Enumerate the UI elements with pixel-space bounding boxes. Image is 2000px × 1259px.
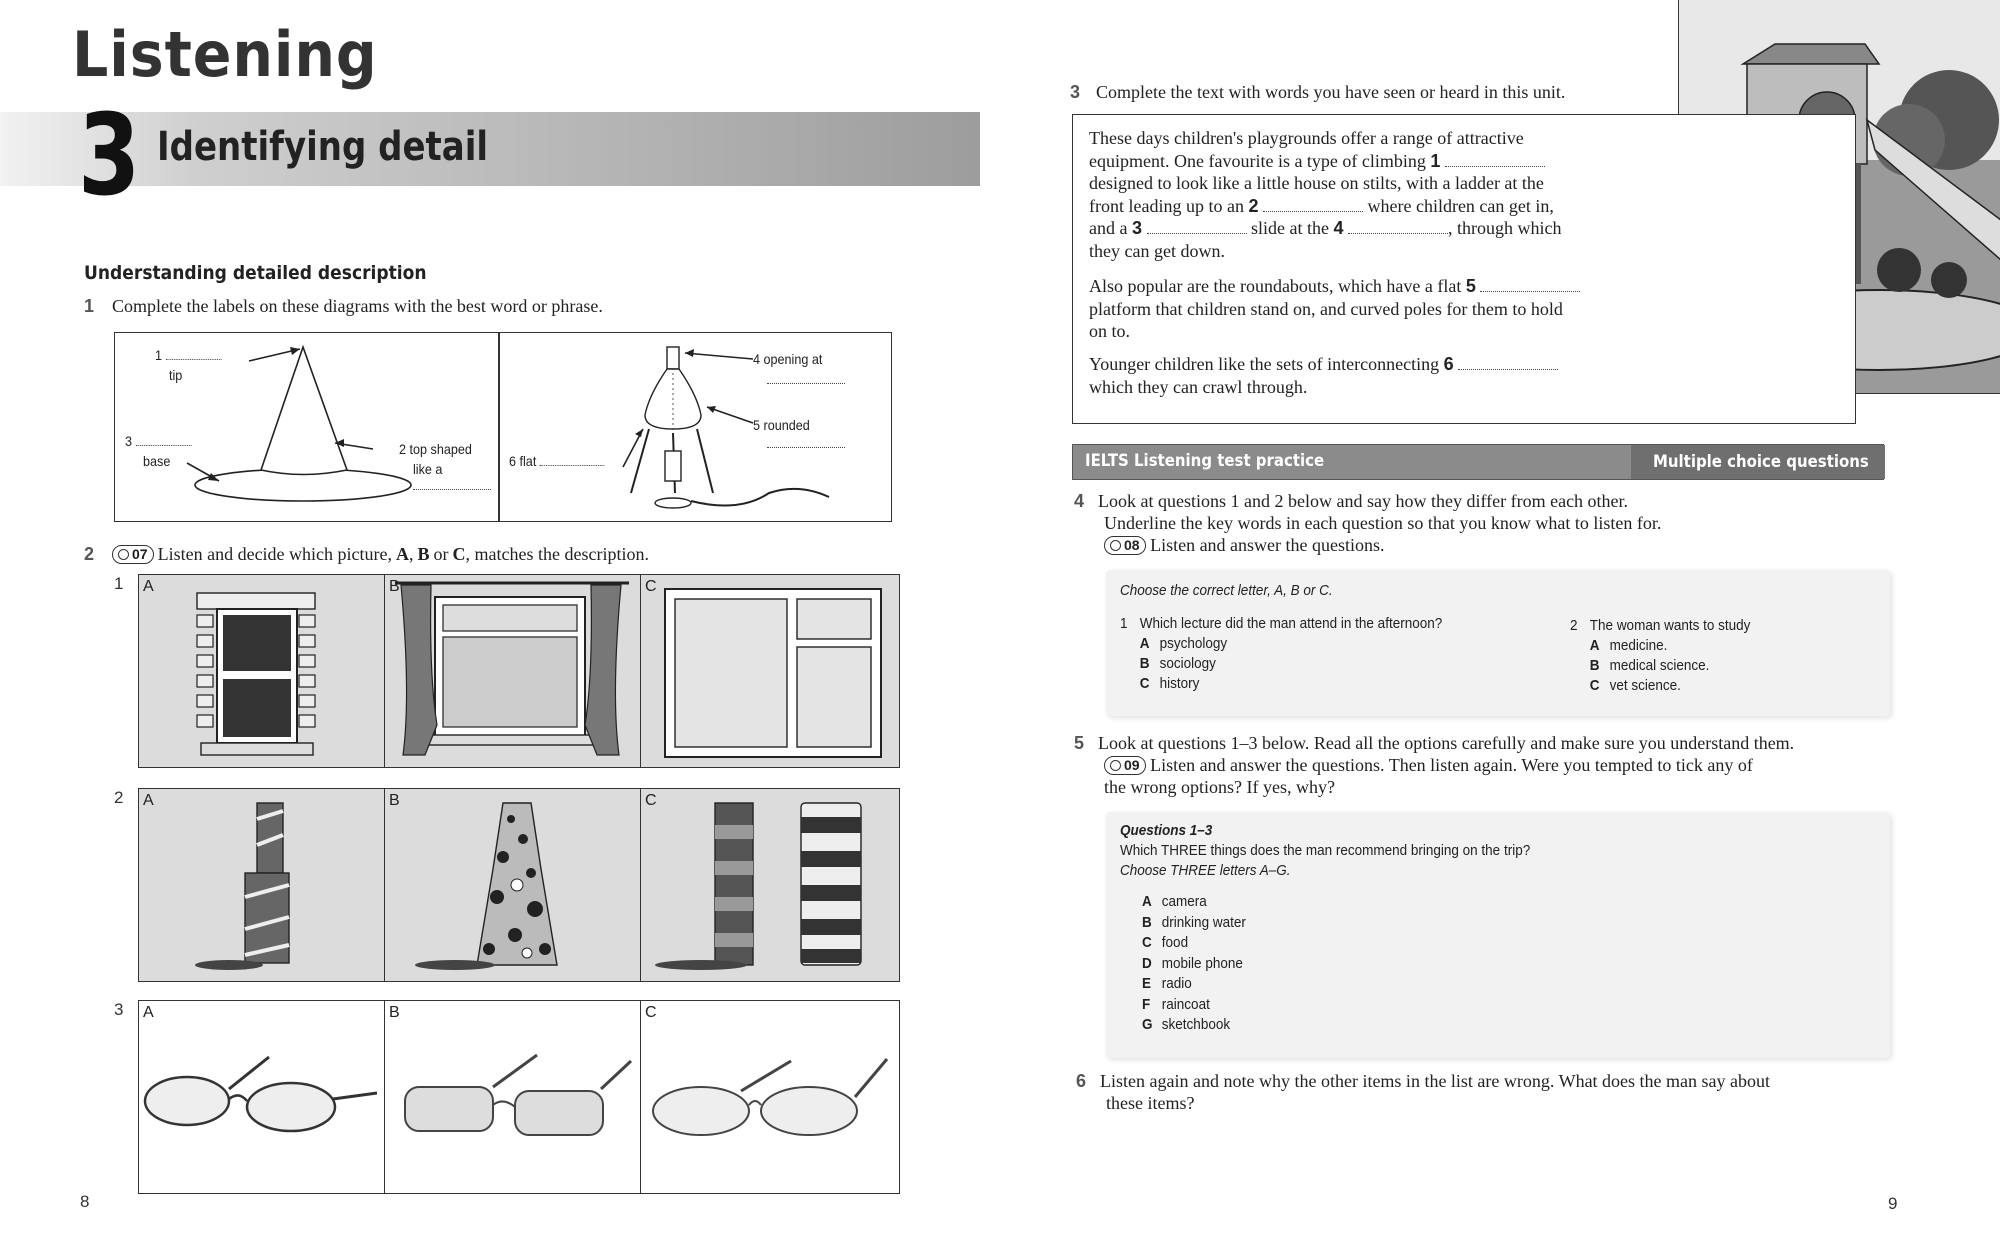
picture-cell[interactable]: C	[641, 1001, 899, 1193]
cd-icon	[118, 549, 129, 560]
task-2-instruction: 2 07 Listen and decide which picture, A, B or C, matches the description.	[84, 544, 649, 564]
option[interactable]: E radio	[1142, 975, 1192, 992]
picture-row-windows	[138, 574, 900, 768]
hat-label-1: 1	[155, 347, 221, 363]
task-1-instruction	[84, 296, 603, 317]
question-box-1	[1106, 570, 1890, 716]
question-2: 2 The woman wants to study A medicine. B medical science. C vet science.	[1570, 617, 1751, 694]
task-6-instruction: 6 Listen again and note why the other items in the list are wrong. What does the man say about these items?	[1076, 1071, 1771, 1113]
flask-label-5: 5 rounded	[753, 417, 810, 433]
practice-banner-right: Multiple choice questions	[1653, 452, 1869, 472]
task-number: 1	[84, 296, 95, 316]
picture-cell[interactable]: B	[385, 1001, 641, 1193]
answer-gap-5[interactable]	[1480, 278, 1580, 292]
flask-diagram	[499, 333, 891, 521]
hat-label-tip: tip	[169, 367, 183, 383]
gap-fill-text	[1072, 114, 1856, 424]
choose-instruction: Choose THREE letters A–G.	[1120, 862, 1291, 879]
picture-cell[interactable]: A	[139, 789, 385, 981]
task-4-instruction: 4 Look at questions 1 and 2 below and say how they differ from each other. Underline the key words in each question so that you know what to listen for. 08 Listen and answer the questions.	[1074, 491, 1662, 555]
option[interactable]: C history	[1139, 675, 1200, 692]
picture-cell[interactable]: A	[139, 575, 385, 767]
option[interactable]: C vet science.	[1589, 677, 1681, 694]
option[interactable]: B drinking water	[1142, 913, 1246, 931]
stone-window-icon	[139, 575, 383, 767]
task-number: 3	[1070, 82, 1081, 102]
cd-track-badge: 08	[1104, 536, 1146, 555]
cd-track-badge: 07	[112, 545, 154, 564]
hat-answer-line	[413, 489, 491, 490]
modern-window-icon	[641, 575, 897, 767]
question-1: 1 Which lecture did the man attend in the afternoon? A psychology B sociology C history	[1120, 615, 1443, 692]
flask-label-4: 4 opening at	[753, 351, 823, 367]
cd-track-badge: 09	[1104, 756, 1146, 775]
answer-gap-6[interactable]	[1458, 356, 1558, 370]
cd-icon	[1110, 760, 1121, 771]
picture-cell[interactable]: B	[385, 575, 641, 767]
hat-label-2b: like a	[413, 461, 443, 477]
paragraph-1: These days children's playgrounds offer a range of attractive equipment. One favourite is a type of climbing 1 designed to look like a little house on stilts, with a ladder at the front leading up to an 2 where children can get in, and a 3 slide at the 4 , through which they can get down.	[1089, 128, 1562, 261]
option-list	[1142, 892, 1246, 1036]
task-text: Complete the text with words you have seen or heard in this unit.	[1096, 82, 1566, 102]
hat-label-2: 2 top shaped	[399, 441, 472, 457]
spotted-vase-icon	[385, 789, 639, 981]
section-heading: Understanding detailed description	[84, 262, 427, 284]
flask-label-6: 6 flat	[509, 453, 605, 469]
striped-tall-vase-icon	[139, 789, 383, 981]
picture-cell[interactable]: C	[641, 789, 899, 981]
answer-gap-2[interactable]	[1263, 198, 1363, 212]
task-text: Complete the labels on these diagrams with the best word or phrase.	[112, 296, 603, 316]
task-number: 2	[84, 544, 95, 564]
practice-banner-left: IELTS Listening test practice	[1085, 451, 1325, 471]
row-number: 3	[114, 1000, 124, 1019]
answer-gap-1[interactable]	[1445, 153, 1545, 167]
paragraph-3: Younger children like the sets of interconnecting 6 which they can crawl through.	[1089, 353, 1558, 398]
option[interactable]: F raincoat	[1142, 995, 1210, 1013]
picture-cell[interactable]: B	[385, 789, 641, 981]
unit-number: 3	[78, 91, 141, 221]
oval-glasses-icon	[139, 1001, 383, 1193]
row-number: 2	[114, 788, 124, 807]
answer-gap-4[interactable]	[1348, 220, 1448, 234]
row-number: 1	[114, 574, 124, 593]
option[interactable]: A camera	[1142, 893, 1207, 910]
question-text: Which THREE things does the man recommend bringing on the trip?	[1120, 842, 1531, 859]
unit-banner	[0, 112, 980, 186]
option[interactable]: G sketchbook	[1142, 1016, 1231, 1033]
option[interactable]: D mobile phone	[1142, 954, 1243, 972]
curtain-window-icon	[385, 575, 639, 767]
answer-gap-3[interactable]	[1147, 220, 1247, 234]
picture-row-glasses	[138, 1000, 900, 1194]
rectangular-glasses-icon	[385, 1001, 639, 1193]
cd-icon	[1110, 540, 1121, 551]
option[interactable]: C food	[1142, 934, 1189, 951]
option[interactable]: B medical science.	[1589, 657, 1710, 674]
striped-cylinder-vases-icon	[641, 789, 897, 981]
hat-label-3: 3	[125, 433, 191, 449]
task-3-instruction	[1070, 82, 1565, 103]
questions-title: Questions 1–3	[1120, 822, 1213, 839]
flask-answer-line-4	[767, 383, 845, 384]
option[interactable]: B sociology	[1139, 655, 1216, 672]
option[interactable]: A medicine.	[1589, 637, 1668, 654]
hat-label-base: base	[143, 453, 171, 469]
picture-cell[interactable]: C	[641, 575, 899, 767]
picture-cell[interactable]: A	[139, 1001, 385, 1193]
task-5-instruction: 5 Look at questions 1–3 below. Read all the options carefully and make sure you understand them. 09 Listen and answer the questions. Then listen again. Were you tempted to tick any of the wrong options? If yes, why?	[1074, 733, 1795, 797]
section-title: Listening	[72, 18, 378, 91]
picture-row-vases	[138, 788, 900, 982]
flask-answer-line-5	[767, 447, 845, 448]
practice-banner	[1072, 444, 1884, 480]
paragraph-2: Also popular are the roundabouts, which have a flat 5 platform that children stand on, and curved poles for them to hold on to.	[1089, 275, 1580, 343]
mcq-instruction: Choose the correct letter, A, B or C.	[1120, 582, 1333, 599]
option[interactable]: A psychology	[1139, 635, 1228, 652]
question-box-2	[1106, 812, 1890, 1058]
page-number-left: 8	[80, 1192, 90, 1211]
page-number-right: 9	[1888, 1194, 1898, 1213]
label-diagrams	[114, 332, 892, 522]
half-rim-glasses-icon	[641, 1001, 897, 1193]
unit-title: Identifying detail	[157, 124, 489, 170]
